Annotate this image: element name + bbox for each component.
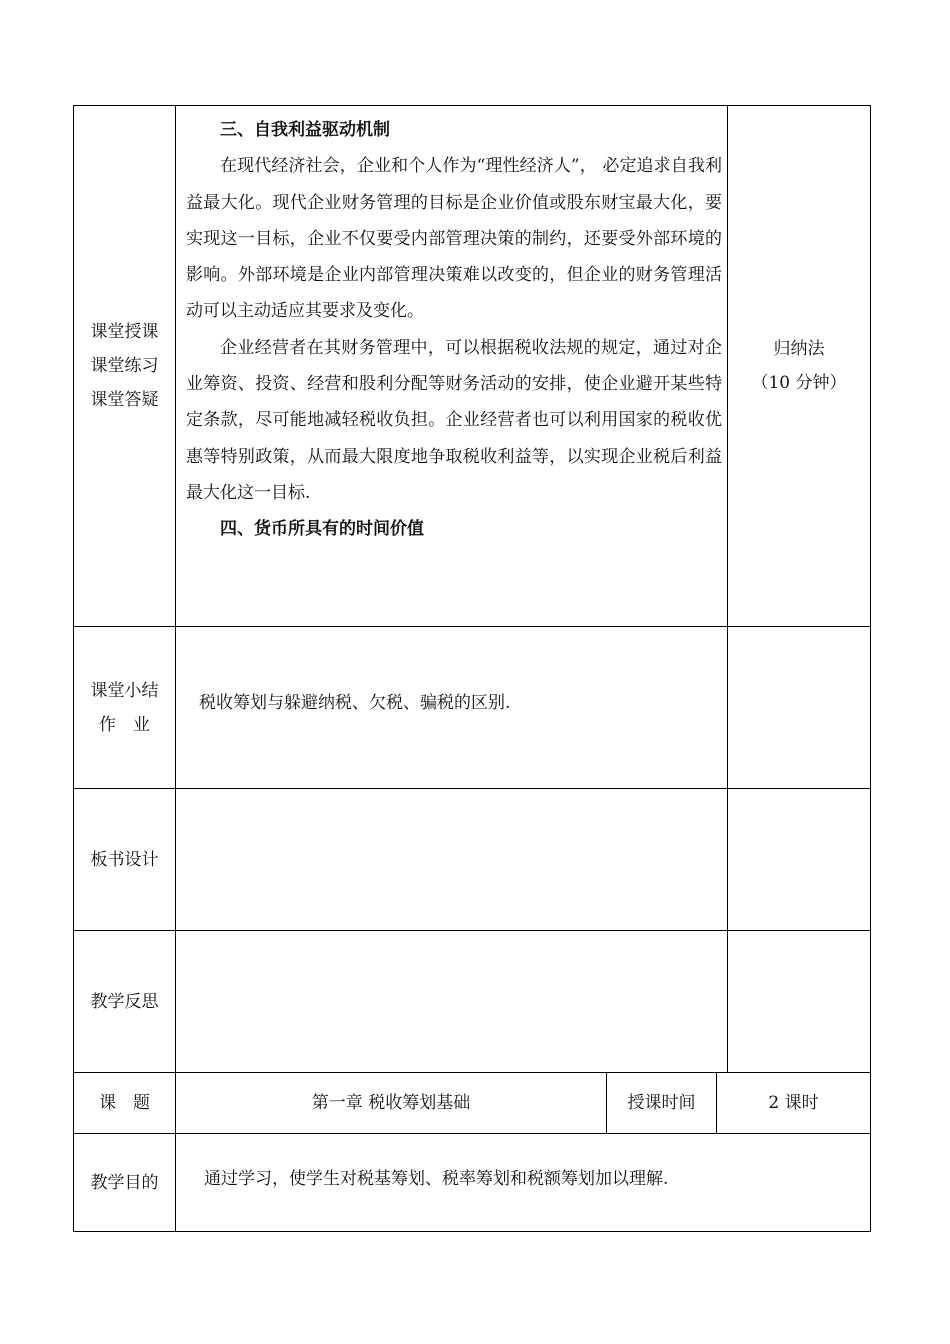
method-duration: （10 分钟） (751, 373, 847, 393)
objective-content: 通过学习，使学生对税基筹划、税率筹划和税额筹划加以理解. (204, 1169, 669, 1189)
section-heading: 三、自我利益驱动机制 (220, 120, 390, 140)
board-design-label: 板书设计 (90, 849, 159, 870)
summary-row-label (74, 627, 175, 788)
summary-content: 税收筹划与躲避纳税、欠税、骗税的区别. (199, 693, 511, 713)
teaching-method-cell (728, 106, 870, 626)
summary-label-line: 作 业 (99, 714, 150, 735)
method-name: 归纳法 (773, 339, 825, 359)
reflection-label: 教学反思 (90, 991, 159, 1012)
class-time-label: 授课时间 (627, 1093, 696, 1113)
paragraph: 在现代经济社会，企业和个人作为“理性经济人”， 必定追求自我利益最大化。现代企业财务管理的目标是企业价值或股东财宝最大化，要实现这一目标，企业不仅要受内部管理决策的制约，还要受外部环境的影响。外部环境是企业内部管理决策难以改变的，但企业的财务管理活动可以主动适应其要求及变化。 (186, 156, 722, 322)
table-bottom-border (73, 1231, 871, 1232)
table-right-border (870, 105, 871, 1232)
summary-label-line: 课堂小结 (90, 680, 159, 701)
objective-label: 教学目的 (90, 1172, 159, 1193)
section-heading: 四、货币所具有的时间价值 (220, 519, 424, 540)
row-divider (73, 788, 871, 789)
topic-label: 课 题 (99, 1093, 150, 1113)
teaching-content (186, 112, 722, 548)
teaching-label-line: 课堂授课 (90, 322, 159, 342)
label-column-divider (175, 105, 176, 1232)
row-divider (73, 930, 871, 931)
row-divider (73, 1133, 871, 1134)
teaching-label-line: 课堂练习 (90, 356, 159, 376)
row-divider (73, 626, 871, 627)
teaching-label-line: 课堂答疑 (90, 390, 159, 410)
teaching-row-label (74, 106, 175, 626)
topic-value: 第一章 税收筹划基础 (311, 1093, 471, 1113)
paragraph: 企业经营者在其财务管理中，可以根据税收法规的规定，通过对企业筹资、投资、经营和股利分配等财务活动的安排，使企业避开某些特定条款，尽可能地减轻税收负担。企业经营者也可以利用国家的税收优惠等特别政策，从而最大限度地争取税收利益等，以实现企业税后利益最大化这一目标. (186, 337, 722, 503)
class-time-value: 2 课时 (768, 1093, 819, 1113)
